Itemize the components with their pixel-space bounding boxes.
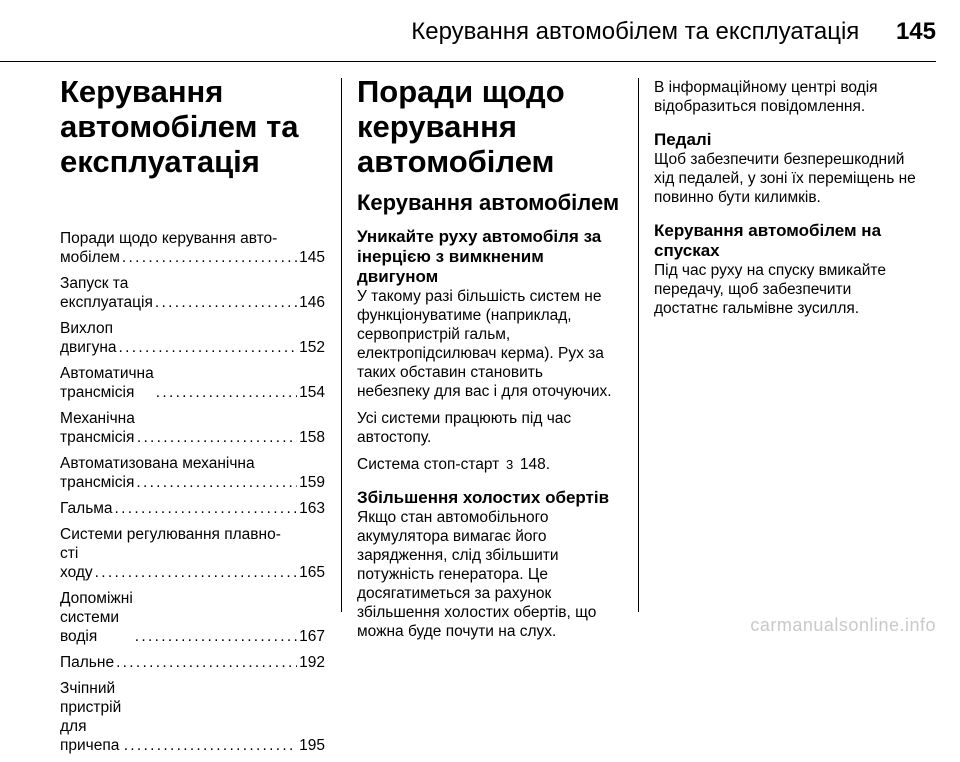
toc-entry[interactable]: Автоматична трансмісія . . . 154 [60,364,325,402]
table-of-contents [60,229,325,755]
pedals-paragraph: Щоб забезпечити безперешкодний хід педалей, у зоні їх переміщень не повинно бути килимків. [654,151,916,206]
coasting-paragraph: У такому разі більшість систем не функціонуватиме (наприклад, сервопристрій гальм, електропідсилювач керма). Рух за таких обставин становить небезпеку для вас і для оточуючих. [357,288,612,400]
toc-entry[interactable]: трансмісія . . . 159 [60,473,325,492]
downhill-title: Керування автомобілем на спусках [654,221,882,260]
toc-entry[interactable]: Пальне . . . 192 [60,653,325,672]
section-title: Поради щодо керування автомобілем [357,74,565,179]
toc-entry-line1: Автоматизована механічна [60,455,255,472]
subsection-title: Керування автомобілем [357,190,620,215]
running-header-title: Керування автомобілем та експлуатація [411,18,860,45]
toc-entry-line1: Системи регулювання плавно- [60,526,281,543]
toc-entry[interactable]: Гальма . . . 163 [60,499,325,518]
pedals-title: Педалі [654,130,712,149]
page-reference-icon: 3 [505,457,514,472]
page-number: 145 [895,18,936,45]
continued-column [654,78,939,326]
downhill-paragraph: Під час руху на спуску вмикайте передачу, щоб забезпечити достатнє гальмівне зусилля. [654,262,886,317]
toc-entry[interactable]: Допоміжні системи водія . . . 167 [60,589,325,646]
chapter-title: Керування автомобілем та експлуатація [60,74,299,179]
toc-entry[interactable]: Вихлоп двигуна . . . 152 [60,319,325,357]
idle-speed-title: Збільшення холостих обертів [357,488,610,507]
section-column [357,70,627,649]
running-header [60,18,936,46]
header-rule [0,61,936,62]
page-reference-link[interactable]: 148. [519,456,551,473]
toc-entry-line1: Поради щодо керування авто- [60,230,278,247]
column-divider-1 [341,78,342,612]
column-divider-2 [638,78,639,612]
stop-start-reference: Система стоп-старт 3 148. [357,456,551,473]
chapter-column [60,70,325,762]
coasting-title: Уникайте руху автомобіля за інерцією з вимкненим двигуном [357,227,602,286]
toc-entry[interactable]: сті ходу . . . 165 [60,544,325,582]
info-center-paragraph: В інформаційному центрі водія відобразиться повідомлення. [654,79,878,115]
toc-entry[interactable]: Запуск та експлуатація . . . 146 [60,274,325,312]
toc-entry[interactable]: мобілем . . . 145 [60,248,325,267]
idle-speed-paragraph: Якщо стан автомобільного акумулятора вимагає його зарядження, слід збільшити потужність генератора. Це досягатиметься за рахунок збільшення холостих обертів, що можна буде почути на слух. [357,509,597,640]
toc-entry[interactable]: Механічна трансмісія . . . 158 [60,409,325,447]
autostop-paragraph: Усі системи працюють під час автостопу. [357,410,572,446]
toc-entry[interactable]: Зчіпний пристрій для причепа . . . 195 [60,679,325,755]
watermark: carmanualsonline.info [750,615,936,635]
